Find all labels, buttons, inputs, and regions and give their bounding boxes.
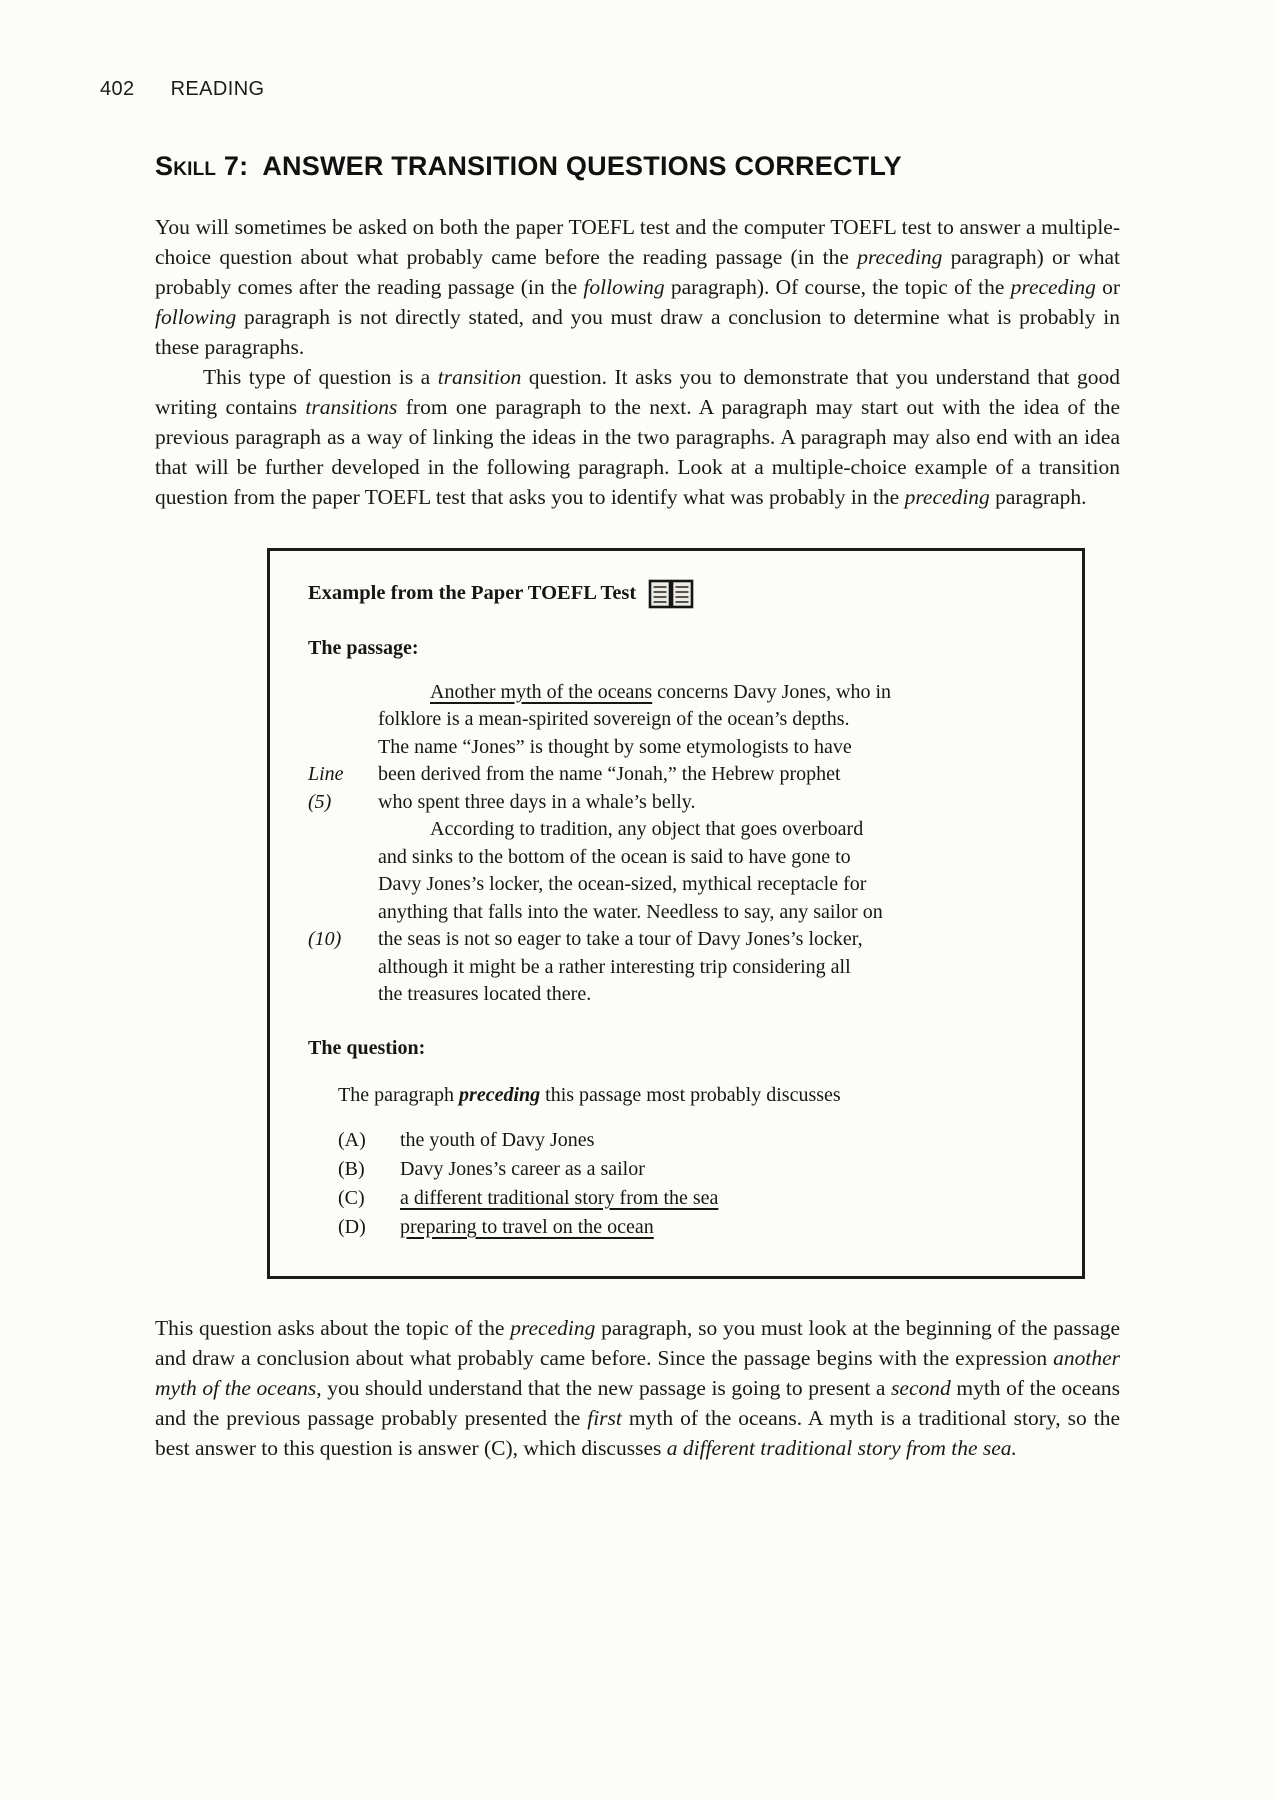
example-heading-text: Example from the Paper TOEFL Test bbox=[308, 582, 637, 605]
line-number-marker bbox=[308, 679, 378, 707]
text-segment: and sinks to the bottom of the ocean is said to have gone to bbox=[378, 845, 851, 868]
passage-line bbox=[308, 926, 1046, 954]
text-segment: anything that falls into the water. Needless to say, any sailor on bbox=[378, 900, 883, 923]
line-number-marker bbox=[308, 899, 378, 927]
intro-paragraph-2 bbox=[155, 362, 1120, 512]
text-segment: Davy Jones’s locker, the ocean-sized, mythical receptacle for bbox=[378, 873, 867, 895]
answer-options bbox=[308, 1126, 1046, 1242]
text-segment: the treasures located there. bbox=[378, 983, 592, 1005]
text-segment: first bbox=[587, 1405, 622, 1430]
text-segment: preceding bbox=[904, 485, 990, 509]
text-segment: folklore is a mean-spirited sovereign of the ocean’s depths. bbox=[378, 708, 850, 730]
passage-line bbox=[308, 899, 1046, 927]
option-text: Davy Jones’s career as a sailor bbox=[400, 1157, 645, 1180]
answer-option bbox=[308, 1126, 1046, 1155]
example-heading bbox=[308, 579, 1046, 609]
passage-line bbox=[308, 954, 1046, 982]
line-number-marker bbox=[308, 871, 378, 899]
text-segment: paragraph, so you must look at the beginning of the passage and draw a conclusion about what probably came before. Since the passage begins with the expression bbox=[155, 1315, 1120, 1370]
section-title: READING bbox=[170, 78, 265, 100]
text-segment: following bbox=[155, 305, 237, 329]
text-segment: paragraph is not directly stated, and you must draw a conclusion to determine what is probably in these paragraphs. bbox=[155, 305, 1120, 359]
text-segment: been derived from the name “Jonah,” the Hebrew prophet bbox=[378, 763, 841, 785]
option-text: preparing to travel on the ocean bbox=[400, 1215, 654, 1238]
line-number-marker bbox=[308, 816, 378, 844]
text-segment: paragraph. bbox=[989, 485, 1087, 509]
text-segment: concerns Davy Jones, who in bbox=[652, 680, 892, 703]
passage-line-text bbox=[378, 706, 998, 734]
line-number-marker bbox=[308, 954, 378, 982]
passage-line-text bbox=[378, 734, 998, 762]
passage-line-text bbox=[378, 816, 998, 844]
text-segment: myth of the oceans and the previous passage probably presented the bbox=[155, 1375, 1120, 1430]
text-segment: This type of question is a bbox=[203, 365, 438, 389]
passage-line-text bbox=[378, 899, 998, 927]
text-segment: You will sometimes be asked on both the paper TOEFL test and the computer TOEFL test to answer a multiple-choice question about what probably came before the reading passage (in the bbox=[155, 215, 1120, 269]
option-letter: (A) bbox=[338, 1128, 366, 1151]
passage-line bbox=[308, 871, 1046, 899]
text-segment: , you should understand that the new passage is going to present a bbox=[316, 1375, 892, 1400]
text-segment: question. It asks you to demonstrate that you understand that good writing contains bbox=[155, 365, 1120, 419]
text-segment: or bbox=[1095, 275, 1120, 299]
text-segment: Another myth of the oceans bbox=[430, 680, 653, 703]
passage-line-text bbox=[378, 844, 998, 872]
text-segment: second bbox=[891, 1375, 951, 1400]
text-segment: The paragraph bbox=[338, 1084, 460, 1106]
passage-line bbox=[308, 679, 1046, 707]
text-segment: preceding bbox=[459, 1084, 541, 1106]
passage-line bbox=[308, 816, 1046, 844]
passage-line-text bbox=[378, 761, 998, 789]
question-label: The question: bbox=[308, 1036, 426, 1059]
text-segment: preceding bbox=[1010, 275, 1096, 299]
intro-paragraph-1 bbox=[155, 212, 1120, 362]
option-text: a different traditional story from the sea bbox=[400, 1186, 719, 1209]
passage-line-text bbox=[378, 954, 998, 982]
passage-line bbox=[308, 761, 1046, 789]
option-letter: (B) bbox=[338, 1157, 365, 1180]
text-segment: transitions bbox=[305, 395, 398, 419]
text-segment: although it might be a rather interesting trip considering all bbox=[378, 955, 851, 978]
line-number-marker bbox=[308, 706, 378, 734]
text-segment: the seas is not so eager to take a tour of Davy Jones’s locker, bbox=[378, 928, 863, 950]
passage-line-text bbox=[378, 679, 998, 707]
answer-option bbox=[308, 1184, 1046, 1213]
passage-line bbox=[308, 706, 1046, 734]
text-segment: paragraph) or what probably comes after the reading passage (in the bbox=[155, 245, 1120, 299]
text-segment: myth of the oceans. A myth is a traditional story, so the best answer to this question is answer (C), which discusses bbox=[155, 1405, 1120, 1460]
text-segment: The name “Jones” is thought by some etymologists to have bbox=[378, 735, 852, 758]
text-segment: According to tradition, any object that goes overboard bbox=[430, 818, 864, 840]
passage-line-text bbox=[378, 926, 998, 954]
line-number-marker bbox=[308, 981, 378, 1009]
option-letter: (C) bbox=[338, 1186, 365, 1209]
text-segment: preceding bbox=[510, 1315, 596, 1340]
text-segment: paragraph). Of course, the topic of the bbox=[664, 275, 1011, 299]
skill-title bbox=[155, 151, 1120, 182]
text-segment: following bbox=[583, 275, 665, 299]
line-number-marker bbox=[308, 734, 378, 762]
text-segment: preceding bbox=[857, 245, 943, 269]
skill-number: Skill 7: bbox=[155, 151, 249, 181]
page-number: 402 bbox=[100, 78, 135, 100]
answer-option bbox=[308, 1213, 1046, 1242]
passage-line-text bbox=[378, 789, 998, 817]
line-number-marker: (5) bbox=[308, 790, 332, 813]
text-segment: a different traditional story from the sea. bbox=[666, 1435, 1017, 1460]
passage bbox=[308, 679, 1046, 1009]
text-segment: who spent three days in a whale’s belly. bbox=[378, 790, 696, 813]
text-segment: another myth of the oceans bbox=[155, 1345, 1120, 1400]
text-segment: This question asks about the topic of the bbox=[155, 1315, 511, 1340]
passage-line-text bbox=[378, 871, 998, 899]
open-book-icon bbox=[648, 579, 694, 609]
answer-option bbox=[308, 1155, 1046, 1184]
option-letter: (D) bbox=[338, 1215, 366, 1238]
line-number-marker: (10) bbox=[308, 928, 342, 950]
line-number-marker: Line bbox=[308, 763, 344, 785]
line-number-marker bbox=[308, 844, 378, 872]
option-text: the youth of Davy Jones bbox=[400, 1128, 595, 1151]
passage-line bbox=[308, 844, 1046, 872]
closing-paragraph bbox=[155, 1313, 1120, 1463]
skill-name: ANSWER TRANSITION QUESTIONS CORRECTLY bbox=[262, 151, 902, 181]
running-head bbox=[100, 78, 1120, 101]
text-segment: transition bbox=[437, 365, 522, 389]
passage-label: The passage: bbox=[308, 637, 419, 659]
text-segment: from one paragraph to the next. A paragraph may start out with the idea of the previous paragraph as a way of linking the ideas in the two paragraphs. A paragraph may also end with an idea that will be further developed in the following paragraph. Look at a multiple-choice example of a transition question from the paper TOEFL test that asks you to identify what was probably in the bbox=[155, 395, 1120, 509]
example-box bbox=[267, 548, 1085, 1279]
passage-line bbox=[308, 981, 1046, 1009]
passage-line bbox=[308, 734, 1046, 762]
passage-line bbox=[308, 789, 1046, 817]
passage-line-text bbox=[378, 981, 998, 1009]
text-segment: this passage most probably discusses bbox=[540, 1084, 841, 1106]
passage-lines bbox=[308, 679, 1046, 1009]
question-text bbox=[338, 1082, 1046, 1110]
